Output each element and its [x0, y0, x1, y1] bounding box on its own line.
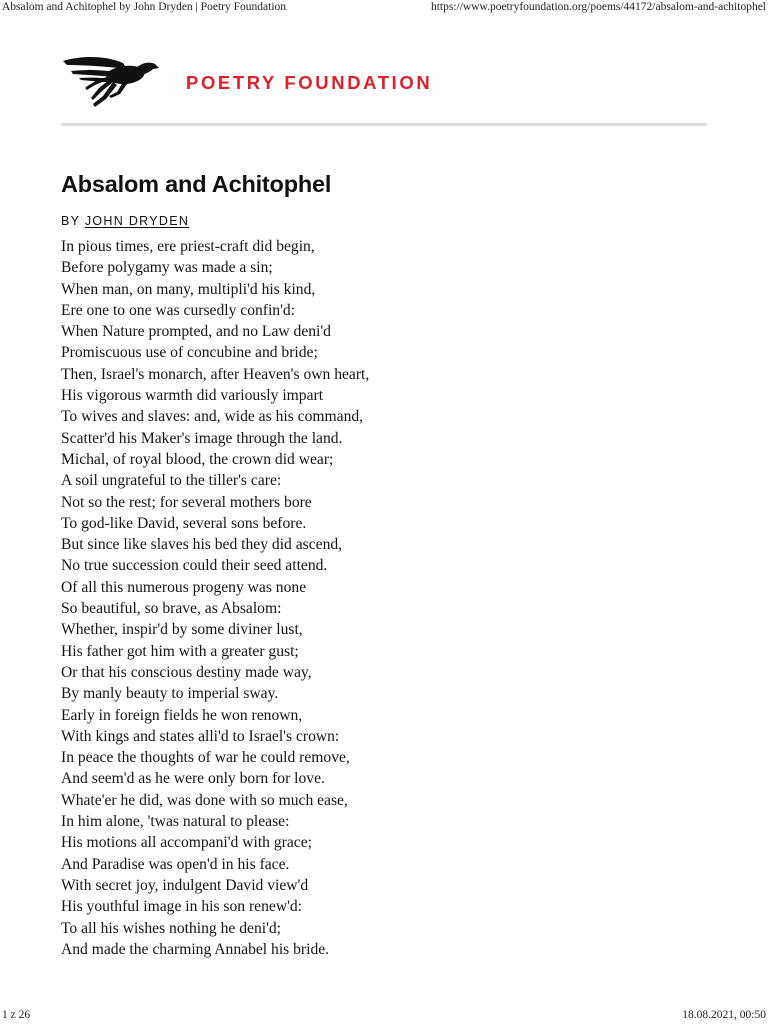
- poem-title: Absalom and Achitophel: [61, 171, 332, 197]
- poem-line: And Paradise was open'd in his face.: [61, 855, 290, 873]
- poem-body: [61, 236, 661, 960]
- poem-line: Scatter'd his Maker's image through the land.: [61, 429, 343, 447]
- poem-line: To god-like David, several sons before.: [61, 514, 307, 532]
- poem-line: Michal, of royal blood, the crown did wear;: [61, 450, 334, 468]
- print-header: [0, 0, 768, 16]
- poem-line: With secret joy, indulgent David view'd: [61, 876, 309, 894]
- poem-line: But since like slaves his bed they did ascend,: [61, 536, 343, 554]
- poem-line: To all his wishes nothing he deni'd;: [61, 919, 282, 937]
- poem-line: No true succession could their seed attend.: [61, 557, 328, 575]
- poem-line: By manly beauty to imperial sway.: [61, 685, 279, 703]
- poem-line: Whether, inspir'd by some diviner lust,: [61, 621, 303, 639]
- poem-line: Promiscuous use of concubine and bride;: [61, 344, 318, 362]
- poem-line: With kings and states alli'd to Israel's crown:: [61, 727, 340, 745]
- poem-line: Or that his conscious destiny made way,: [61, 663, 312, 681]
- poem-line: When man, on many, multipli'd his kind,: [61, 280, 316, 298]
- poem-line: His father got him with a greater gust;: [61, 642, 299, 660]
- print-datetime: 18.08.2021, 00:50: [682, 1009, 766, 1021]
- print-footer: [0, 1008, 768, 1024]
- print-page-title: Absalom and Achitophel by John Dryden | Poetry Foundation: [2, 1, 287, 13]
- header-divider: [61, 123, 707, 126]
- poem-line: In him alone, 'twas natural to please:: [61, 813, 290, 831]
- print-page-number: 1 z 26: [2, 1009, 31, 1021]
- poem-line: A soil ungrateful to the tiller's care:: [61, 472, 282, 490]
- poem-line: Whate'er he did, was done with so much ease,: [61, 791, 348, 809]
- poem-line: In peace the thoughts of war he could remove,: [61, 749, 350, 767]
- poem-line: In pious times, ere priest-craft did begin,: [61, 238, 315, 255]
- poem-line: His youthful image in his son renew'd:: [61, 898, 303, 916]
- poem-line: Then, Israel's monarch, after Heaven's own heart,: [61, 365, 370, 383]
- poem-line: Early in foreign fields he won renown,: [61, 706, 303, 724]
- poem-line: And made the charming Annabel his bride.: [61, 940, 330, 958]
- poem-line: Not so the rest; for several mothers bore: [61, 493, 312, 511]
- pegasus-icon[interactable]: [61, 52, 161, 112]
- brand-name[interactable]: POETRY FOUNDATION: [186, 72, 433, 93]
- site-header: [61, 52, 707, 124]
- poem-line: Of all this numerous progeny was none: [61, 578, 307, 596]
- poem-line: To wives and slaves: and, wide as his command,: [61, 408, 364, 426]
- print-page-url: https://www.poetryfoundation.org/poems/44172/absalom-and-achitophel: [430, 1, 766, 13]
- poem-line: When Nature prompted, and no Law deni'd: [61, 323, 331, 341]
- author-link[interactable]: JOHN DRYDEN: [84, 214, 190, 228]
- poem-line: His motions all accompani'd with grace;: [61, 834, 312, 852]
- poem-line: Ere one to one was cursedly confin'd:: [61, 301, 296, 319]
- byline-label: BY: [61, 214, 81, 228]
- poem-line: His vigorous warmth did variously impart: [61, 387, 324, 405]
- poem-line: Before polygamy was made a sin;: [61, 259, 273, 277]
- byline: [61, 214, 189, 228]
- poem-line: And seem'd as he were only born for love.: [61, 770, 325, 788]
- poem-line: So beautiful, so brave, as Absalom:: [61, 600, 282, 618]
